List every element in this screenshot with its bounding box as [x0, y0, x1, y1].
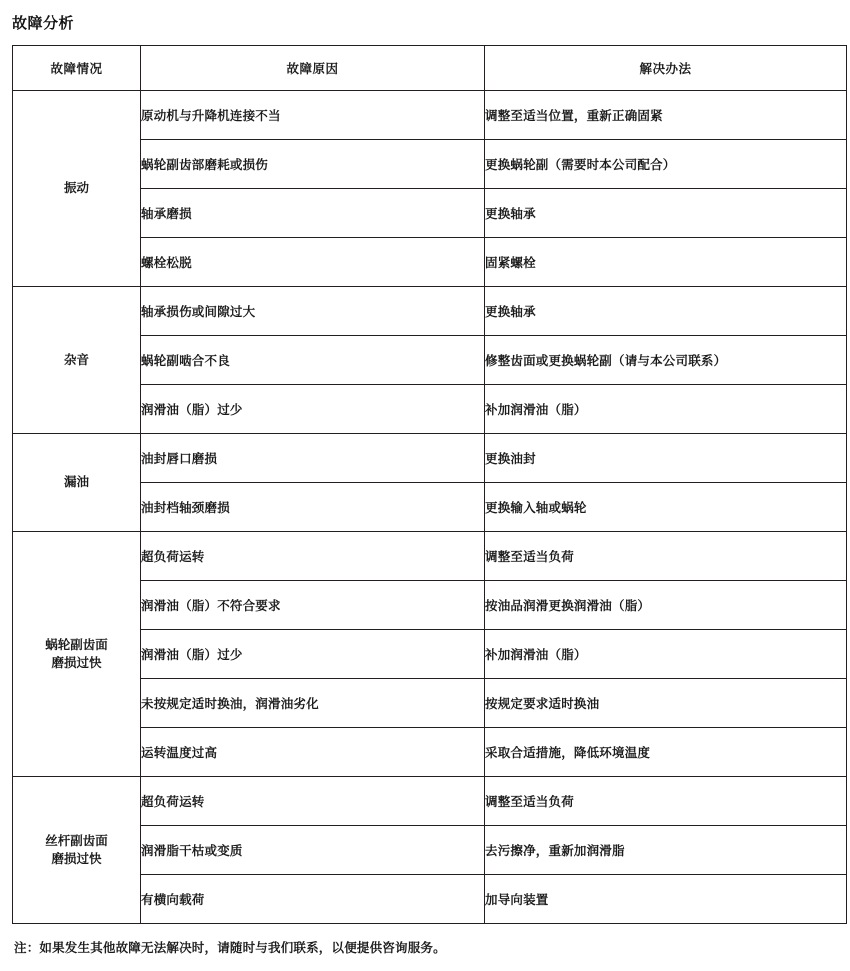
fault-cause-cell: 轴承磨损 — [141, 189, 485, 238]
fault-solution-cell: 更换蜗轮副（需要时本公司配合） — [485, 140, 847, 189]
fault-solution-cell: 加导向装置 — [485, 875, 847, 924]
fault-cause-cell: 有横向载荷 — [141, 875, 485, 924]
fault-cause-cell: 超负荷运转 — [141, 777, 485, 826]
fault-situation-cell: 漏油 — [13, 434, 141, 532]
fault-solution-cell: 按规定要求适时换油 — [485, 679, 847, 728]
fault-solution-cell: 更换轴承 — [485, 287, 847, 336]
fault-situation-cell: 蜗轮副齿面 磨损过快 — [13, 532, 141, 777]
fault-solution-cell: 去污擦净，重新加润滑脂 — [485, 826, 847, 875]
fault-cause-cell: 未按规定适时换油，润滑油劣化 — [141, 679, 485, 728]
table-header — [13, 46, 847, 91]
fault-cause-cell: 轴承损伤或间隙过大 — [141, 287, 485, 336]
fault-cause-cell: 润滑脂干枯或变质 — [141, 826, 485, 875]
fault-analysis-table — [12, 45, 847, 924]
fault-solution-cell: 按油品润滑更换润滑油（脂） — [485, 581, 847, 630]
fault-solution-cell: 调整至适当负荷 — [485, 777, 847, 826]
fault-solution-cell: 调整至适当负荷 — [485, 532, 847, 581]
page-title: 故障分析 — [12, 15, 75, 32]
table-body — [13, 91, 847, 924]
column-header-solution: 解决办法 — [485, 46, 847, 91]
fault-cause-cell: 原动机与升降机连接不当 — [141, 91, 485, 140]
fault-situation-cell: 振动 — [13, 91, 141, 287]
fault-solution-cell: 修整齿面或更换蜗轮副（请与本公司联系） — [485, 336, 847, 385]
fault-solution-cell: 补加润滑油（脂） — [485, 630, 847, 679]
table-row — [13, 434, 847, 483]
fault-situation-cell: 丝杆副齿面 磨损过快 — [13, 777, 141, 924]
fault-cause-cell: 润滑油（脂）不符合要求 — [141, 581, 485, 630]
table-header-row — [13, 46, 847, 91]
fault-cause-cell: 润滑油（脂）过少 — [141, 385, 485, 434]
table-row — [13, 91, 847, 140]
fault-solution-cell: 调整至适当位置，重新正确固紧 — [485, 91, 847, 140]
fault-solution-cell: 更换轴承 — [485, 189, 847, 238]
fault-cause-cell: 油封档轴颈磨损 — [141, 483, 485, 532]
fault-cause-cell: 油封唇口磨损 — [141, 434, 485, 483]
fault-solution-cell: 采取合适措施，降低环境温度 — [485, 728, 847, 777]
footnote: 注：如果发生其他故障无法解决时，请随时与我们联系，以便提供咨询服务。 — [14, 941, 446, 955]
fault-cause-cell: 运转温度过高 — [141, 728, 485, 777]
fault-solution-cell: 固紧螺栓 — [485, 238, 847, 287]
fault-situation-cell: 杂音 — [13, 287, 141, 434]
table-row — [13, 777, 847, 826]
fault-cause-cell: 蜗轮副啮合不良 — [141, 336, 485, 385]
fault-cause-cell: 螺栓松脱 — [141, 238, 485, 287]
fault-solution-cell: 更换输入轴或蜗轮 — [485, 483, 847, 532]
fault-cause-cell: 蜗轮副齿部磨耗或损伤 — [141, 140, 485, 189]
column-header-situation: 故障情况 — [13, 46, 141, 91]
column-header-cause: 故障原因 — [141, 46, 485, 91]
fault-solution-cell: 补加润滑油（脂） — [485, 385, 847, 434]
table-row — [13, 532, 847, 581]
fault-cause-cell: 润滑油（脂）过少 — [141, 630, 485, 679]
fault-solution-cell: 更换油封 — [485, 434, 847, 483]
table-row — [13, 287, 847, 336]
fault-cause-cell: 超负荷运转 — [141, 532, 485, 581]
